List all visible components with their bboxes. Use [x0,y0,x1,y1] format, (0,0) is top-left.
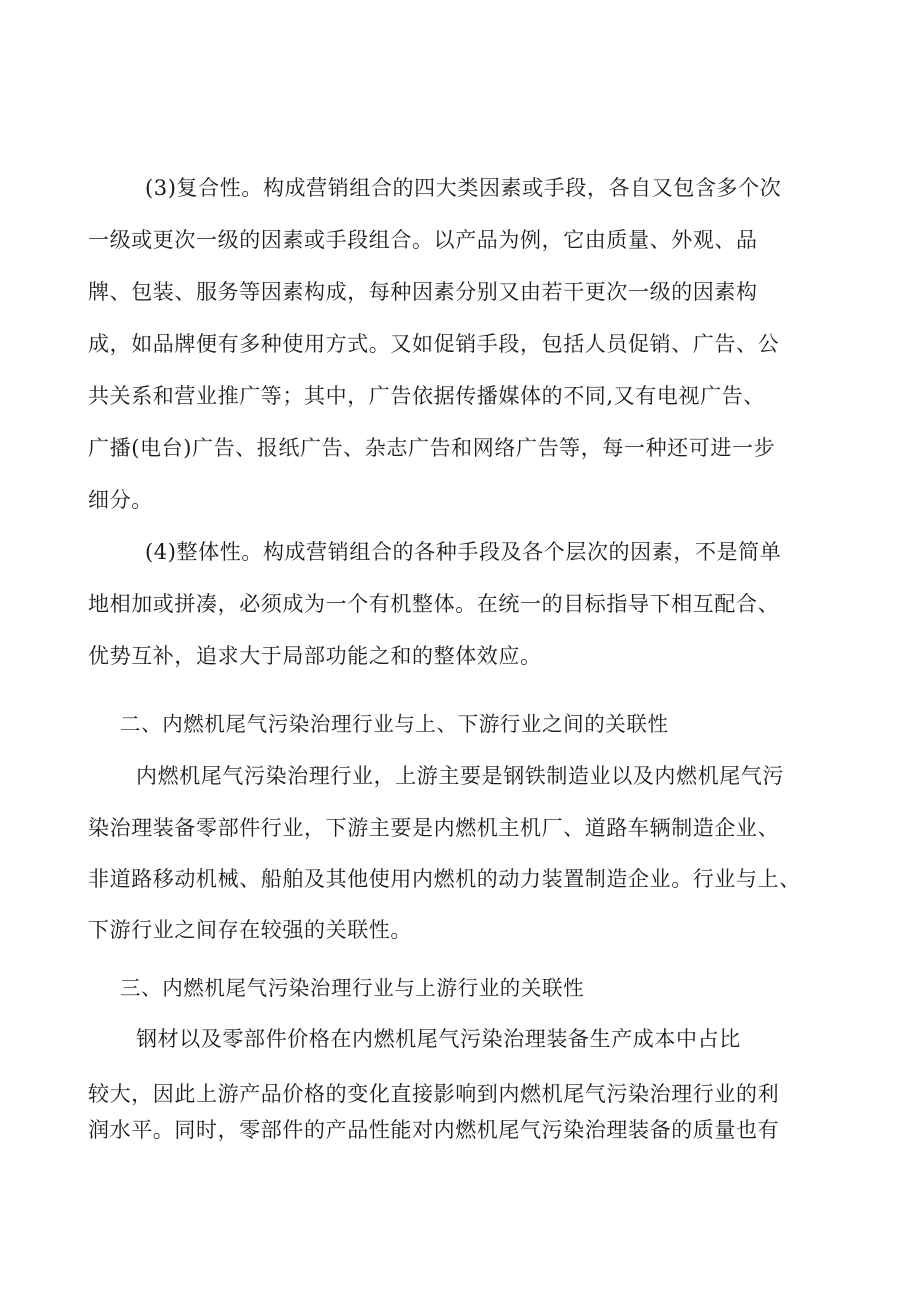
paragraph-line: 地相加或拼凑，必须成为一个有机整体。在统一的目标指导下相互配合、 [88,592,780,616]
paragraph-line: 广播(电台)广告、报纸广告、杂志广告和网络广告等，每一种还可进一步 [88,436,776,460]
paragraph-line: 钢材以及零部件价格在内燃机尾气污染治理装备生产成本中占比 [136,1027,741,1051]
paragraph-line: 内燃机尾气污染治理行业，上游主要是钢铁制造业以及内燃机尾气污 [136,764,784,788]
paragraph-line: 非道路移动机械、船舶及其他使用内燃机的动力装置制造企业。行业与上、 [88,867,801,891]
paragraph-line: (4)整体性。构成营销组合的各种手段及各个层次的因素，不是简单 [145,540,782,564]
paragraph-line: 成，如品牌便有多种使用方式。又如促销手段，包括人员促销、广告、公 [88,332,780,356]
section-heading: 二、内燃机尾气污染治理行业与上、下游行业之间的关联性 [120,712,669,736]
paragraph-line: 一级或更次一级的因素或手段组合。以产品为例，它由质量、外观、品 [88,228,758,252]
paragraph-line: 细分。 [88,488,153,512]
paragraph-line: 较大，因此上游产品价格的变化直接影响到内燃机尾气污染治理行业的利 [88,1082,780,1106]
paragraph-line: 润水平。同时，零部件的产品性能对内燃机尾气污染治理装备的质量也有 [88,1118,780,1142]
paragraph-line: 牌、包装、服务等因素构成，每种因素分别又由若干更次一级的因素构 [88,280,758,304]
paragraph-line: (3)复合性。构成营销组合的四大类因素或手段，各自又包含多个次 [145,176,782,200]
paragraph-line: 优势互补，追求大于局部功能之和的整体效应。 [88,644,542,668]
paragraph-line: 染治理装备零部件行业，下游主要是内燃机主机厂、道路车辆制造企业、 [88,816,780,840]
section-heading: 三、内燃机尾气污染治理行业与上游行业的关联性 [120,976,585,1000]
paragraph-line: 共关系和营业推广等；其中，广告依据传播媒体的不同,又有电视广告、 [88,384,765,408]
paragraph-line: 下游行业之间存在较强的关联性。 [88,918,412,942]
